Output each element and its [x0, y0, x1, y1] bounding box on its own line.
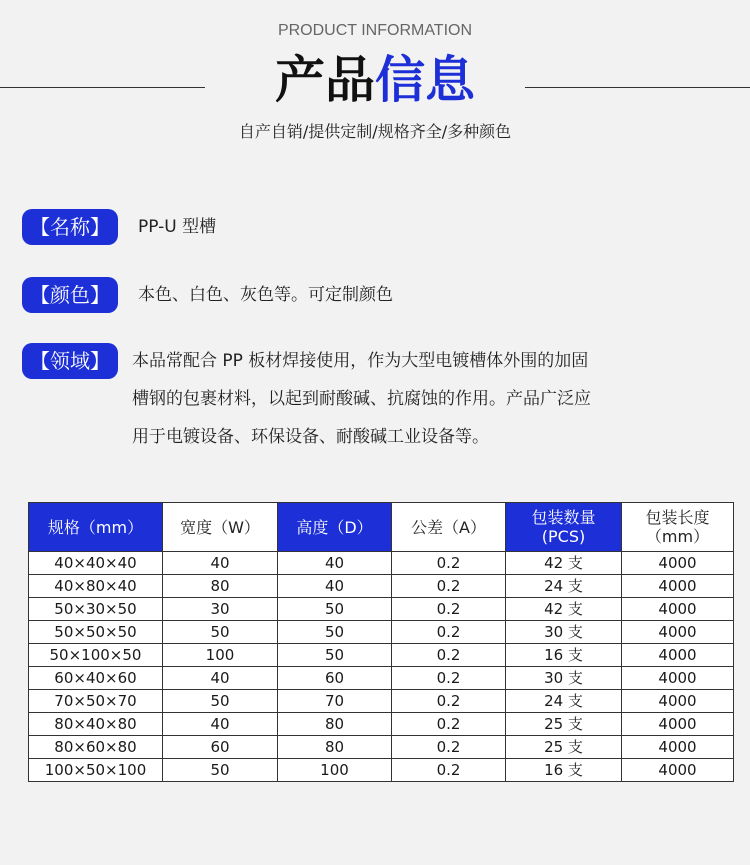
- cell-height: 80: [278, 736, 392, 759]
- cell-pack-qty: 42 支: [506, 552, 622, 575]
- cell-size: 70×50×70: [29, 690, 163, 713]
- cell-height: 100: [278, 759, 392, 782]
- color-value: 本色、白色、灰色等。可定制颜色: [138, 285, 393, 305]
- cell-pack-length: 4000: [622, 644, 734, 667]
- header-tagline: 自产自销/提供定制/规格齐全/多种颜色: [238, 122, 512, 141]
- cell-size: 50×100×50: [29, 644, 163, 667]
- cell-pack-qty: 25 支: [506, 736, 622, 759]
- field-description: [132, 342, 591, 456]
- info-row-field: [22, 343, 591, 456]
- table-row: [29, 552, 734, 575]
- table-row: [29, 736, 734, 759]
- cell-width: 40: [163, 552, 278, 575]
- cell-size: 80×60×80: [29, 736, 163, 759]
- cell-height: 80: [278, 713, 392, 736]
- cell-tolerance: 0.2: [392, 575, 506, 598]
- cell-pack-length: 4000: [622, 759, 734, 782]
- cell-width: 50: [163, 759, 278, 782]
- cell-pack-qty: 42 支: [506, 598, 622, 621]
- cell-width: 100: [163, 644, 278, 667]
- table-row: [29, 644, 734, 667]
- cell-width: 30: [163, 598, 278, 621]
- cell-tolerance: 0.2: [392, 690, 506, 713]
- spec-table: [28, 502, 734, 782]
- table-row: [29, 759, 734, 782]
- header-cell-height: 高度（D）: [278, 503, 392, 552]
- name-label-badge: 【名称】: [22, 209, 118, 245]
- header-cell-tolerance: 公差（A）: [392, 503, 506, 552]
- cell-tolerance: 0.2: [392, 713, 506, 736]
- cell-pack-qty: 16 支: [506, 759, 622, 782]
- cell-pack-qty: 25 支: [506, 713, 622, 736]
- cell-pack-qty: 24 支: [506, 690, 622, 713]
- info-row-name: [22, 209, 216, 245]
- table-row: [29, 667, 734, 690]
- cell-size: 40×40×40: [29, 552, 163, 575]
- field-line: 槽钢的包裹材料，以起到耐酸碱、抗腐蚀的作用。产品广泛应: [132, 389, 591, 409]
- cell-size: 50×30×50: [29, 598, 163, 621]
- table-header-row: [29, 503, 734, 552]
- header-cell-width: 宽度（W）: [163, 503, 278, 552]
- cell-height: 40: [278, 575, 392, 598]
- cell-width: 80: [163, 575, 278, 598]
- cell-pack-length: 4000: [622, 598, 734, 621]
- table-row: [29, 621, 734, 644]
- cell-pack-qty: 30 支: [506, 621, 622, 644]
- header-cell-size: 规格（mm）: [29, 503, 163, 552]
- name-value: PP-U 型槽: [138, 217, 217, 237]
- header-subtitle-en: PRODUCT INFORMATION: [277, 22, 473, 39]
- cell-size: 40×80×40: [29, 575, 163, 598]
- field-line: 用于电镀设备、环保设备、耐酸碱工业设备等。: [132, 427, 489, 447]
- cell-height: 50: [278, 598, 392, 621]
- cell-pack-length: 4000: [622, 690, 734, 713]
- cell-tolerance: 0.2: [392, 667, 506, 690]
- cell-height: 60: [278, 667, 392, 690]
- cell-height: 40: [278, 552, 392, 575]
- cell-pack-length: 4000: [622, 575, 734, 598]
- table-row: [29, 575, 734, 598]
- cell-pack-length: 4000: [622, 667, 734, 690]
- cell-pack-qty: 30 支: [506, 667, 622, 690]
- cell-width: 50: [163, 621, 278, 644]
- cell-width: 40: [163, 713, 278, 736]
- color-label-badge: 【颜色】: [22, 277, 118, 313]
- cell-tolerance: 0.2: [392, 644, 506, 667]
- cell-width: 50: [163, 690, 278, 713]
- page-title: [0, 48, 750, 112]
- title-part1: 产品: [275, 51, 375, 109]
- cell-tolerance: 0.2: [392, 552, 506, 575]
- field-label-badge: 【领域】: [22, 343, 118, 379]
- cell-width: 40: [163, 667, 278, 690]
- cell-height: 50: [278, 621, 392, 644]
- cell-tolerance: 0.2: [392, 598, 506, 621]
- cell-pack-qty: 24 支: [506, 575, 622, 598]
- cell-pack-length: 4000: [622, 621, 734, 644]
- cell-size: 80×40×80: [29, 713, 163, 736]
- cell-tolerance: 0.2: [392, 736, 506, 759]
- cell-pack-length: 4000: [622, 736, 734, 759]
- table-row: [29, 598, 734, 621]
- cell-tolerance: 0.2: [392, 759, 506, 782]
- cell-tolerance: 0.2: [392, 621, 506, 644]
- table-row: [29, 690, 734, 713]
- info-row-color: [22, 277, 393, 313]
- header-cell-pack-length: 包装长度 （mm）: [622, 503, 734, 552]
- cell-height: 50: [278, 644, 392, 667]
- field-line: 本品常配合 PP 板材焊接使用，作为大型电镀槽体外围的加固: [132, 351, 589, 371]
- table-row: [29, 713, 734, 736]
- cell-width: 60: [163, 736, 278, 759]
- cell-size: 100×50×100: [29, 759, 163, 782]
- cell-height: 70: [278, 690, 392, 713]
- title-part2: 信息: [375, 51, 475, 109]
- header-cell-pack-qty: 包装数量 (PCS): [506, 503, 622, 552]
- cell-pack-length: 4000: [622, 552, 734, 575]
- cell-pack-qty: 16 支: [506, 644, 622, 667]
- cell-size: 60×40×60: [29, 667, 163, 690]
- cell-size: 50×50×50: [29, 621, 163, 644]
- cell-pack-length: 4000: [622, 713, 734, 736]
